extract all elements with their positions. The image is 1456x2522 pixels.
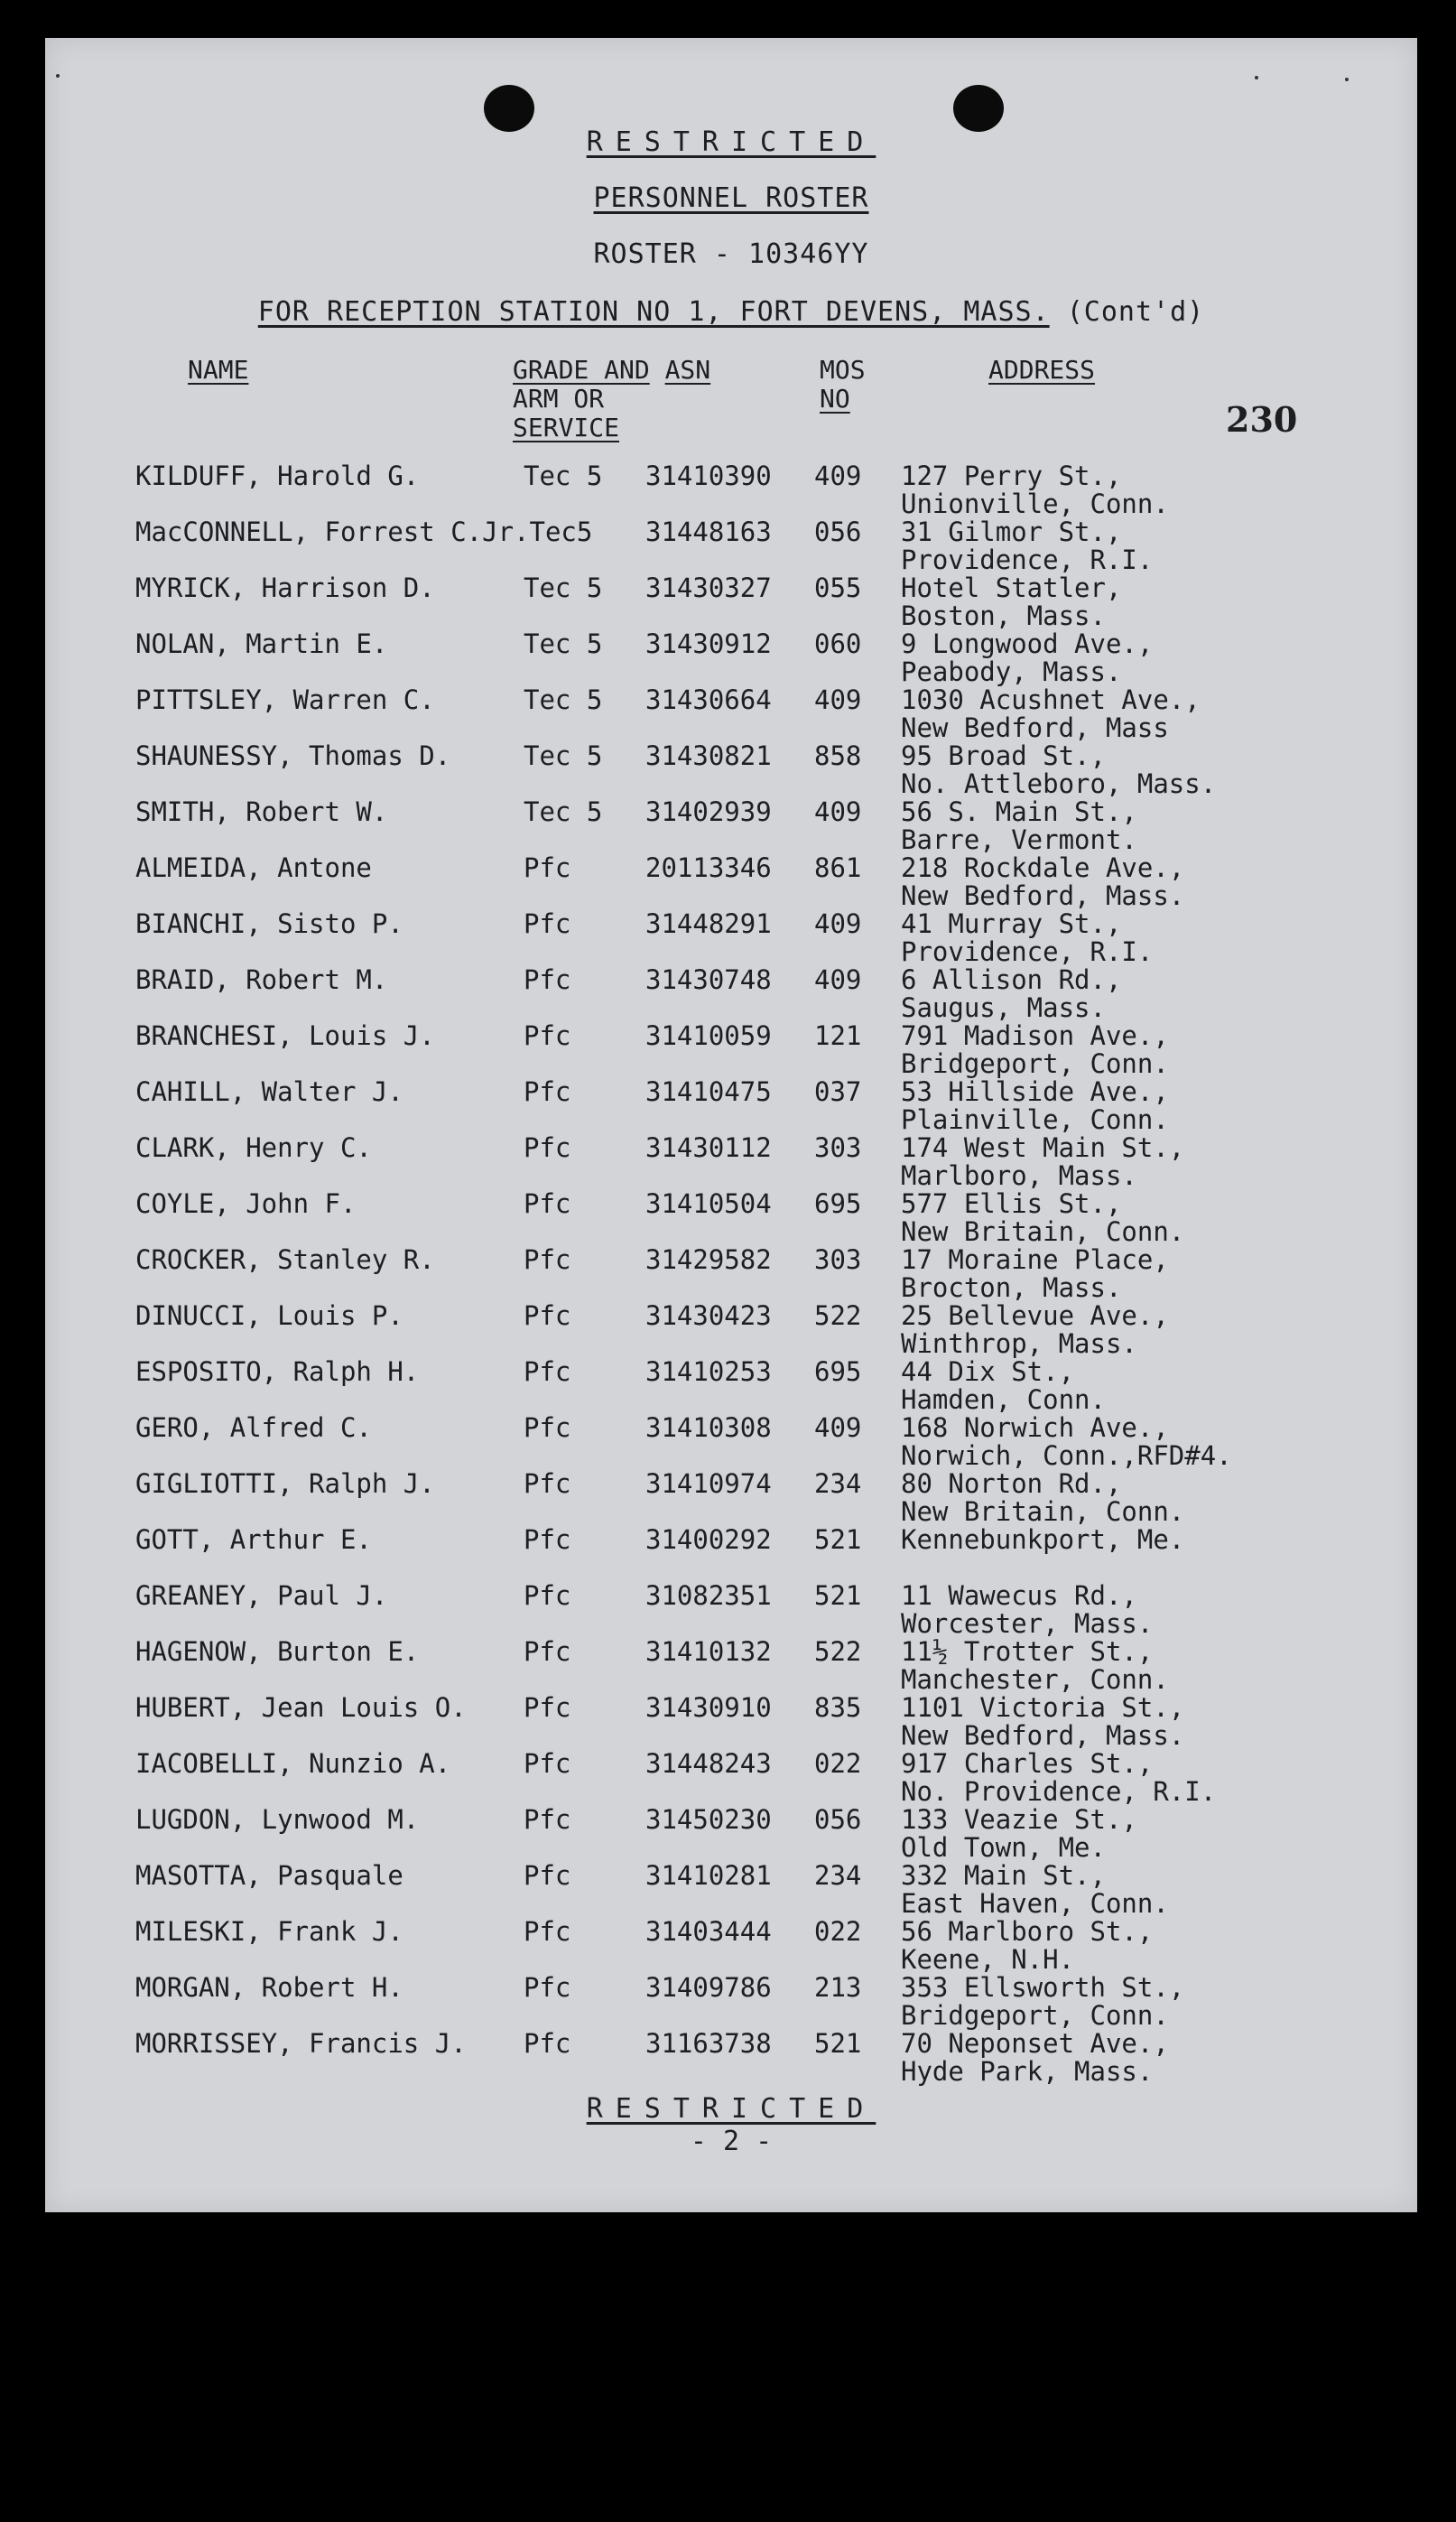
cell-grade: Pfc [524,1188,571,1219]
cell-address-line1: 11½ Trotter St., [901,1636,1154,1667]
table-row [45,1806,1417,1862]
table-row [45,686,1417,742]
cell-grade: Pfc [524,1636,571,1667]
table-row [45,1022,1417,1078]
cell-mos: 303 [814,1132,862,1163]
table-row [45,966,1417,1022]
cell-name: ALMEIDA, Antone [135,852,372,883]
table-row [45,2030,1417,2086]
cell-mos: 695 [814,1356,862,1387]
cell-mos: 121 [814,1020,862,1051]
cell-asn: 31410253 [645,1356,772,1387]
cell-address-line1: 25 Bellevue Ave., [901,1300,1169,1331]
cell-address-line1: 1101 Victoria St., [901,1692,1185,1723]
cell-address-line2: Bridgeport, Conn. [901,2000,1169,2031]
cell-grade: Pfc [524,1860,571,1891]
cell-address-line2: Marlboro, Mass. [901,1160,1137,1191]
cell-address-line1: 70 Neponset Ave., [901,2028,1169,2059]
cell-address-line1: 577 Ellis St., [901,1188,1122,1219]
cell-address-line2: Peabody, Mass. [901,656,1122,687]
punch-hole [953,85,1004,132]
cell-address-line2: Hyde Park, Mass. [901,2056,1154,2087]
cell-name: SHAUNESSY, Thomas D. [135,740,451,771]
cell-address-line1: 31 Gilmor St., [901,516,1122,547]
cell-asn: 31410132 [645,1636,772,1667]
cell-grade: Pfc [524,1244,571,1275]
page-number-stamp: 230 [1226,399,1298,440]
cell-name: SMITH, Robert W. [135,796,388,827]
cell-mos: 409 [814,461,862,491]
table-row [45,1918,1417,1974]
cell-address-line1: 168 Norwich Ave., [901,1412,1169,1443]
table-row [45,462,1417,518]
cell-name: CAHILL, Walter J. [135,1076,403,1107]
cell-address-line1: 133 Veazie St., [901,1804,1137,1835]
cell-asn: 31410059 [645,1020,772,1051]
cell-asn: 31410390 [645,461,772,491]
col-mos-line2: NO [820,384,850,414]
cell-address-line1: 6 Allison Rd., [901,964,1122,995]
cell-address-line1: 41 Murray St., [901,908,1122,939]
cell-mos: 521 [814,2028,862,2059]
cell-address-line2: Bridgeport, Conn. [901,1048,1169,1079]
cell-name: CLARK, Henry C. [135,1132,372,1163]
cell-name: GOTT, Arthur E. [135,1524,372,1555]
cell-mos: 522 [814,1300,862,1331]
table-row [45,1302,1417,1358]
cell-asn: 31430748 [645,964,772,995]
cell-asn: 31430423 [645,1300,772,1331]
cell-address-line2: New Bedford, Mass [901,712,1169,743]
cell-grade: Pfc [524,2028,571,2059]
cell-grade: Pfc [524,1748,571,1779]
cell-address-line2: Unionville, Conn. [901,489,1169,519]
cell-asn: 31410308 [645,1412,772,1443]
cell-name: MILESKI, Frank J. [135,1916,403,1947]
col-name: NAME [188,355,249,385]
cell-name: MORGAN, Robert H. [135,1972,403,2003]
cell-mos: 234 [814,1468,862,1499]
cell-address-line1: 218 Rockdale Ave., [901,852,1185,883]
table-row [45,1190,1417,1246]
cell-address-line2: Providence, R.I. [901,544,1154,575]
table-row [45,1694,1417,1750]
cell-grade: Tec 5 [524,796,603,827]
cell-grade: Pfc [524,1468,571,1499]
cell-address-line1: 791 Madison Ave., [901,1020,1169,1051]
cell-name: PITTSLEY, Warren C. [135,684,435,715]
cell-asn: 31430821 [645,740,772,771]
cell-mos: 521 [814,1580,862,1611]
cell-mos: 234 [814,1860,862,1891]
cell-grade: Tec 5 [524,740,603,771]
header-classification: RESTRICTED [586,126,876,158]
cell-name: MASOTTA, Pasquale [135,1860,403,1891]
cell-asn: 31430664 [645,684,772,715]
cell-grade: Pfc [524,1804,571,1835]
cell-name: MacCONNELL, Forrest C.Jr.Tec5 [135,516,593,547]
cell-address-line2: Manchester, Conn. [901,1664,1169,1695]
header-roster: ROSTER - 10346YY [593,238,869,270]
cell-grade: Pfc [524,1916,571,1947]
cell-name: KILDUFF, Harold G. [135,461,420,491]
cell-address-line2: No. Attleboro, Mass. [901,768,1217,799]
cell-address-line1: 917 Charles St., [901,1748,1154,1779]
table-row [45,742,1417,798]
cell-mos: 522 [814,1636,862,1667]
cell-address-line1: 11 Wawecus Rd., [901,1580,1137,1611]
cell-asn: 31448163 [645,516,772,547]
table-row [45,1582,1417,1638]
cell-address-line2: Brocton, Mass. [901,1272,1122,1303]
cell-address-line1: 56 Marlboro St., [901,1916,1154,1947]
cell-mos: 409 [814,1412,862,1443]
cell-mos: 409 [814,964,862,995]
cell-mos: 037 [814,1076,862,1107]
cell-name: BRAID, Robert M. [135,964,388,995]
cell-address-line1: 353 Ellsworth St., [901,1972,1185,2003]
table-row [45,1750,1417,1806]
header-continued: (Cont'd) [1066,296,1205,328]
document-page [45,38,1417,2212]
cell-name: ESPOSITO, Ralph H. [135,1356,420,1387]
cell-name: COYLE, John F. [135,1188,357,1219]
cell-mos: 409 [814,684,862,715]
cell-name: GERO, Alfred C. [135,1412,372,1443]
col-mos [820,356,866,414]
cell-grade: Tec 5 [524,684,603,715]
table-row [45,910,1417,966]
cell-address-line2: Plainville, Conn. [901,1104,1169,1135]
cell-asn: 31448291 [645,908,772,939]
cell-grade: Pfc [524,1972,571,2003]
cell-mos: 303 [814,1244,862,1275]
cell-name: CROCKER, Stanley R. [135,1244,435,1275]
table-row [45,630,1417,686]
cell-grade: Pfc [524,852,571,883]
cell-asn: 31082351 [645,1580,772,1611]
cell-address-line2: Norwich, Conn.,RFD#4. [901,1440,1232,1471]
col-address: ADDRESS [988,355,1096,385]
cell-mos: 056 [814,1804,862,1835]
cell-address-line1: 95 Broad St., [901,740,1106,771]
cell-mos: 022 [814,1916,862,1947]
cell-mos: 695 [814,1188,862,1219]
speck [1345,78,1349,81]
cell-name: HUBERT, Jean Louis O. [135,1692,467,1723]
cell-asn: 31430910 [645,1692,772,1723]
cell-address-line1: Kennebunkport, Me. [901,1524,1185,1555]
cell-address-line1: 9 Longwood Ave., [901,628,1154,659]
footer-page: - 2 - [690,2126,773,2157]
cell-address-line2: New Bedford, Mass. [901,1720,1185,1751]
col-grade-line1: GRADE AND [513,355,650,385]
cell-grade: Pfc [524,1020,571,1051]
table-row [45,1078,1417,1134]
footer-classification: RESTRICTED [586,2093,876,2125]
cell-address-line2: No. Providence, R.I. [901,1776,1217,1807]
cell-name: NOLAN, Martin E. [135,628,388,659]
cell-asn: 20113346 [645,852,772,883]
table-row [45,1246,1417,1302]
cell-name: MYRICK, Harrison D. [135,572,435,603]
table-row [45,1134,1417,1190]
cell-address-line2: Saugus, Mass. [901,992,1106,1023]
cell-address-line2: New Bedford, Mass. [901,880,1185,911]
cell-asn: 31450230 [645,1804,772,1835]
cell-mos: 409 [814,796,862,827]
cell-asn: 31402939 [645,796,772,827]
col-grade-asn [513,356,710,442]
cell-grade: Tec 5 [524,572,603,603]
cell-address-line2: Worcester, Mass. [901,1608,1154,1639]
cell-grade: Pfc [524,1356,571,1387]
cell-mos: 409 [814,908,862,939]
cell-grade: Tec 5 [524,628,603,659]
speck [56,74,60,78]
cell-address-line1: 127 Perry St., [901,461,1122,491]
cell-name: BRANCHESI, Louis J. [135,1020,435,1051]
cell-mos: 060 [814,628,862,659]
cell-address-line1: 53 Hillside Ave., [901,1076,1169,1107]
table-row [45,1638,1417,1694]
cell-mos: 022 [814,1748,862,1779]
cell-address-line1: 80 Norton Rd., [901,1468,1122,1499]
cell-asn: 31403444 [645,1916,772,1947]
cell-address-line1: Hotel Statler, [901,572,1122,603]
cell-grade: Pfc [524,1076,571,1107]
speck [1255,76,1258,79]
cell-grade: Pfc [524,1132,571,1163]
cell-name: GIGLIOTTI, Ralph J. [135,1468,435,1499]
table-row [45,1862,1417,1918]
cell-asn: 31448243 [645,1748,772,1779]
cell-mos: 835 [814,1692,862,1723]
cell-asn: 31410281 [645,1860,772,1891]
cell-address-line1: 56 S. Main St., [901,796,1137,827]
cell-grade: Pfc [524,1524,571,1555]
cell-grade: Pfc [524,1412,571,1443]
header-station-line [45,296,1417,328]
cell-address-line2: Keene, N.H. [901,1944,1075,1975]
cell-name: LUGDON, Lynwood M. [135,1804,420,1835]
cell-asn: 31430912 [645,628,772,659]
cell-asn: 31430327 [645,572,772,603]
table-row [45,574,1417,630]
cell-name: BIANCHI, Sisto P. [135,908,403,939]
cell-address-line2: Old Town, Me. [901,1832,1106,1863]
cell-address-line1: 17 Moraine Place, [901,1244,1169,1275]
cell-address-line2: New Britain, Conn. [901,1496,1185,1527]
table-row [45,1358,1417,1414]
cell-asn: 31429582 [645,1244,772,1275]
cell-grade: Pfc [524,1692,571,1723]
col-asn: ASN [664,355,711,385]
cell-asn: 31410504 [645,1188,772,1219]
cell-address-line1: 174 West Main St., [901,1132,1185,1163]
table-row [45,518,1417,574]
cell-address-line2: New Britain, Conn. [901,1216,1185,1247]
col-grade-line2: ARM OR [513,384,605,414]
cell-address-line1: 332 Main St., [901,1860,1106,1891]
table-row [45,854,1417,910]
cell-asn: 31410475 [645,1076,772,1107]
cell-address-line2: Providence, R.I. [901,936,1154,967]
table-row [45,1414,1417,1470]
table-row [45,1974,1417,2030]
cell-asn: 31163738 [645,2028,772,2059]
cell-asn: 31400292 [645,1524,772,1555]
table-row [45,798,1417,854]
cell-grade: Tec 5 [524,461,603,491]
cell-mos: 055 [814,572,862,603]
punch-hole [484,85,534,132]
col-mos-line1: MOS [820,355,866,385]
cell-address-line2: East Haven, Conn. [901,1888,1169,1919]
table-row [45,1526,1417,1582]
cell-name: IACOBELLI, Nunzio A. [135,1748,451,1779]
cell-address-line2: Hamden, Conn. [901,1384,1106,1415]
cell-asn: 31409786 [645,1972,772,2003]
header-title: PERSONNEL ROSTER [593,182,869,214]
cell-name: HAGENOW, Burton E. [135,1636,420,1667]
cell-address-line1: 1030 Acushnet Ave., [901,684,1201,715]
cell-address-line2: Winthrop, Mass. [901,1328,1137,1359]
cell-mos: 056 [814,516,862,547]
cell-name: DINUCCI, Louis P. [135,1300,403,1331]
cell-grade: Pfc [524,1580,571,1611]
cell-name: MORRISSEY, Francis J. [135,2028,467,2059]
cell-mos: 858 [814,740,862,771]
cell-mos: 861 [814,852,862,883]
cell-asn: 31410974 [645,1468,772,1499]
cell-mos: 521 [814,1524,862,1555]
cell-mos: 213 [814,1972,862,2003]
cell-address-line2: Barre, Vermont. [901,824,1137,855]
cell-asn: 31430112 [645,1132,772,1163]
col-grade-line3: SERVICE [513,413,620,442]
cell-address-line1: 44 Dix St., [901,1356,1075,1387]
header-station: FOR RECEPTION STATION NO 1, FORT DEVENS, MASS. [257,296,1050,328]
table-row [45,1470,1417,1526]
cell-address-line2: Boston, Mass. [901,600,1106,631]
cell-grade: Pfc [524,908,571,939]
cell-name: GREANEY, Paul J. [135,1580,388,1611]
cell-grade: Pfc [524,1300,571,1331]
cell-grade: Pfc [524,964,571,995]
